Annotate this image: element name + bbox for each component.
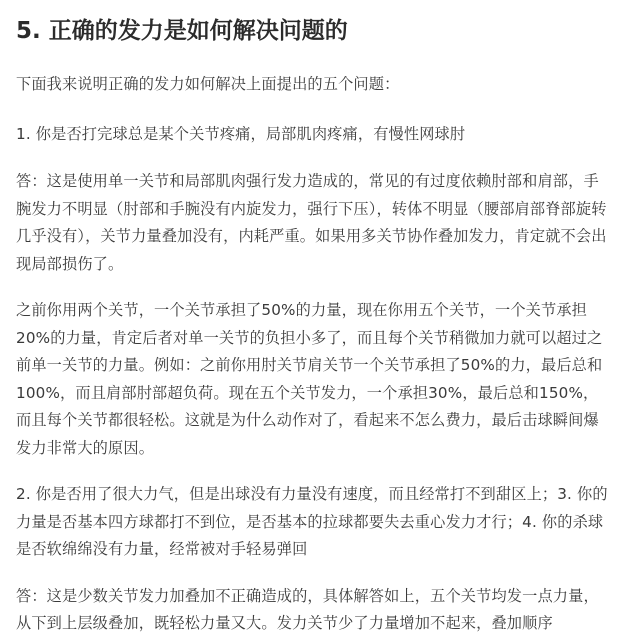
- question-1-paragraph: 1. 你是否打完球总是某个关节疼痛，局部肌肉疼痛，有慢性网球肘: [16, 124, 466, 143]
- answer-2-paragraph: 答：这是少数关节发力加叠加不正确造成的，具体解答如上，五个关节均发一点力量，从下到上层级叠加，既轻松力量又大。发力关节少了力量增加不起来，叠加顺序: [16, 586, 599, 632]
- answer-1-paragraph: 答：这是使用单一关节和局部肌肉强行发力造成的，常见的有过度依赖肘部和肩部，手腕发力不明显（肘部和手腕没有内旋发力，强行下压），转体不明显（腰部肩部脊部旋转几乎没有），关节力量叠加没有，内耗严重。如果用多关节协作叠加发力，肯定就不会出现局部损伤了。: [16, 172, 607, 273]
- article: [0, 15, 626, 633]
- section-title: 5. 正确的发力是如何解决问题的: [16, 18, 348, 44]
- explanation-paragraph: 之前你用两个关节，一个关节承担了50%的力量，现在你用五个关节，一个关节承担20%的力量，肯定后者对单一关节的负担小多了，而且每个关节稍微加力就可以超过之前单一关节的力量。例如：之前你用肘关节肩关节一个关节承担了50%的力，最后总和100%，而且肩部肘部超负荷。现在五个关节发力，一个承担30%，最后总和150%，而且每个关节都很轻松。这就是为什么动作对了，看起来不怎么费力，最后击球瞬间爆发力非常大的原因。: [16, 301, 603, 457]
- intro-paragraph: 下面我来说明正确的发力如何解决上面提出的五个问题：: [16, 75, 400, 93]
- questions-2-4-paragraph: 2. 你是否用了很大力气，但是出球没有力量没有速度，而且经常打不到甜区上；3. 你的力量是否基本四方球都打不到位，是否基本的拉球都要失去重心发力才行；4. 你的杀球是否软绵绵没有力量，经常被对手轻易弹回: [16, 485, 608, 558]
